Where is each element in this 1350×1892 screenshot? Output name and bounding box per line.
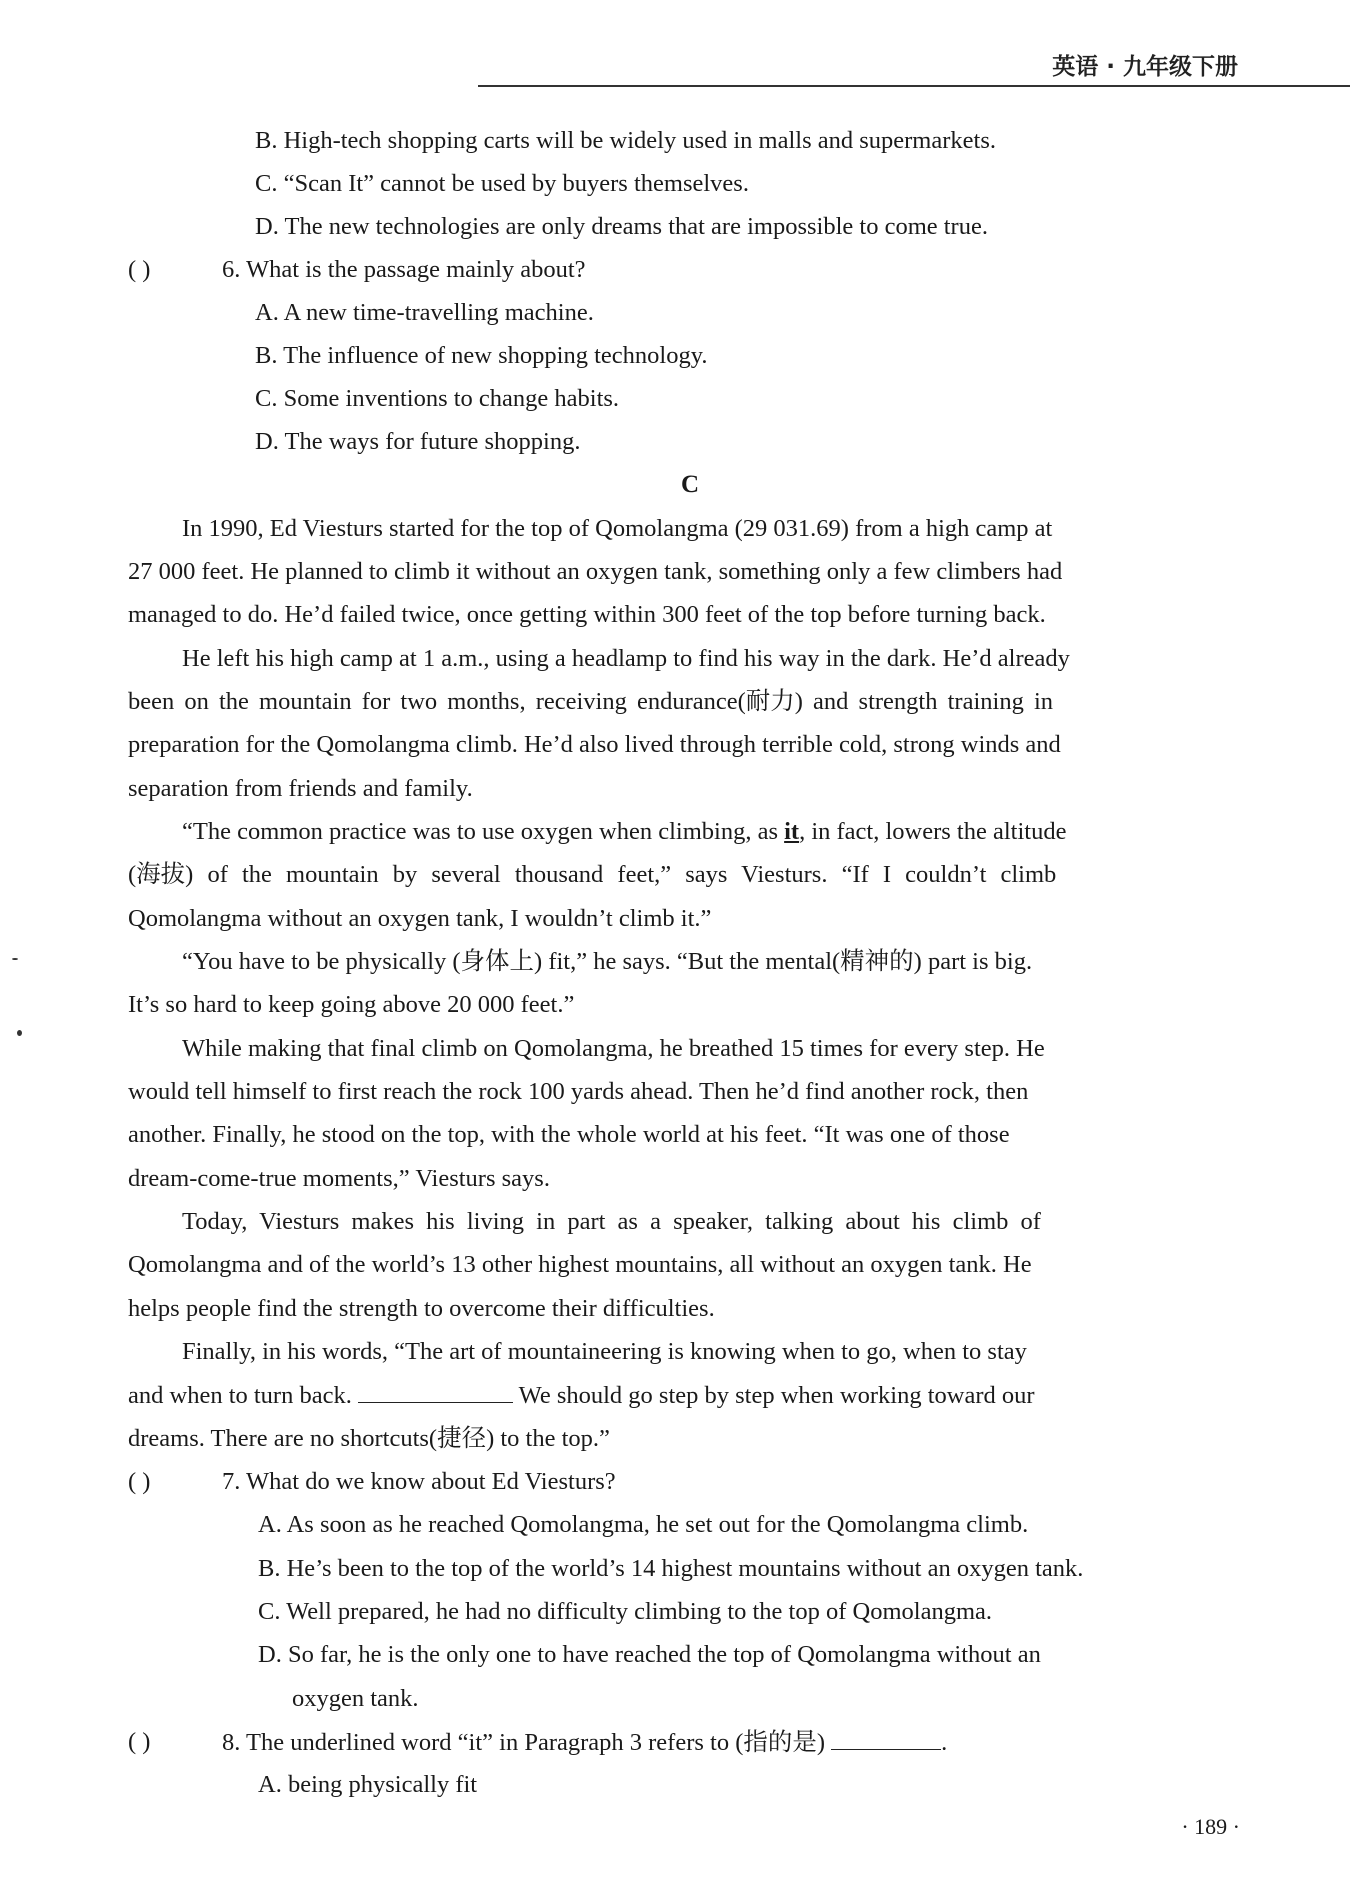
passage-p2-line2: been on the mountain for two months, receiving endurance(耐力) and strength training in xyxy=(128,688,1053,715)
passage-p3-line1-after: , in fact, lowers the altitude xyxy=(799,818,1067,845)
q6-option-d: D. The ways for future shopping. xyxy=(255,428,581,455)
q7-option-d-line1: D. So far, he is the only one to have reached the top of Qomolangma without an xyxy=(258,1641,1041,1668)
q8-stem-end: . xyxy=(941,1729,948,1756)
passage-p7-line1: Finally, in his words, “The art of mountaineering is knowing when to go, when to stay xyxy=(182,1338,1027,1365)
passage-p5-line3: another. Finally, he stood on the top, with the whole world at his feet. “It was one of those xyxy=(128,1121,1010,1148)
q7-option-b: B. He’s been to the top of the world’s 14 highest mountains without an oxygen tank. xyxy=(258,1555,1084,1582)
q8-stem-text: 8. The underlined word “it” in Paragraph 3 refers to (指的是) xyxy=(222,1729,826,1756)
passage-p5-line2: would tell himself to first reach the rock 100 yards ahead. Then he’d find another rock, then xyxy=(128,1078,1029,1105)
q5-option-b: B. High-tech shopping carts will be widely used in malls and supermarkets. xyxy=(255,127,996,154)
q6-option-a: A. A new time-travelling machine. xyxy=(255,299,594,326)
passage-p5-line1: While making that final climb on Qomolangma, he breathed 15 times for every step. He xyxy=(182,1035,1045,1062)
passage-p2-line3: preparation for the Qomolangma climb. He’d also lived through terrible cold, strong winds and xyxy=(128,731,1061,758)
q7-answer-bracket: ( ) xyxy=(128,1468,151,1495)
page-header-title: 英语 · 九年级下册 xyxy=(1052,54,1238,80)
passage-p6-line3: helps people find the strength to overcome their difficulties. xyxy=(128,1295,715,1322)
passage-p3-line1 xyxy=(182,817,1066,847)
q5-option-c: C. “Scan It” cannot be used by buyers themselves. xyxy=(255,170,749,197)
passage-p7-line2 xyxy=(128,1380,1035,1411)
q7-option-c: C. Well prepared, he had no difficulty climbing to the top of Qomolangma. xyxy=(258,1598,993,1625)
page-number: · 189 · xyxy=(1181,1814,1240,1839)
q6-stem: 6. What is the passage mainly about? xyxy=(222,256,586,283)
passage-p3-line1-before: “The common practice was to use oxygen when climbing, as xyxy=(182,818,785,845)
header-rule xyxy=(478,85,1350,87)
underlined-word-it: it xyxy=(784,818,800,845)
q7-stem: 7. What do we know about Ed Viesturs? xyxy=(222,1468,616,1495)
scan-mark-dot xyxy=(17,1030,22,1036)
passage-p4-line1: “You have to be physically (身体上) fit,” he says. “But the mental(精神的) part is big. xyxy=(182,948,1033,975)
q6-answer-bracket: ( ) xyxy=(128,256,151,283)
passage-p5-line4: dream-come-true moments,” Viesturs says. xyxy=(128,1165,550,1192)
q8-answer-blank[interactable] xyxy=(831,1727,941,1750)
q5-option-d: D. The new technologies are only dreams that are impossible to come true. xyxy=(255,213,988,240)
passage-p2-line1: He left his high camp at 1 a.m., using a headlamp to find his way in the dark. He’d already xyxy=(182,645,1070,672)
passage-p1-line1: In 1990, Ed Viesturs started for the top of Qomolangma (29 031.69) from a high camp at xyxy=(182,515,1053,542)
passage-p7-line2-after: We should go step by step when working toward our xyxy=(518,1382,1035,1409)
passage-p2-line4: separation from friends and family. xyxy=(128,775,473,802)
passage-p3-line3: Qomolangma without an oxygen tank, I wouldn’t climb it.” xyxy=(128,905,712,932)
passage-p7-line2-before: and when to turn back. xyxy=(128,1382,352,1409)
passage-p1-line3: managed to do. He’d failed twice, once getting within 300 feet of the top before turning back. xyxy=(128,601,1046,628)
q6-option-c: C. Some inventions to change habits. xyxy=(255,385,620,412)
q8-answer-bracket: ( ) xyxy=(128,1728,151,1755)
passage-p7-line3: dreams. There are no shortcuts(捷径) to the top.” xyxy=(128,1425,610,1452)
passage-p1-line2: 27 000 feet. He planned to climb it without an oxygen tank, something only a few climbers had xyxy=(128,558,1063,585)
q8-option-a: A. being physically fit xyxy=(258,1771,478,1798)
passage-p6-line1: Today, Viesturs makes his living in part as a speaker, talking about his climb of xyxy=(182,1208,1041,1235)
scan-mark-dash xyxy=(12,958,18,960)
answer-blank[interactable] xyxy=(358,1380,513,1403)
passage-p6-line2: Qomolangma and of the world’s 13 other highest mountains, all without an oxygen tank. He xyxy=(128,1251,1032,1278)
q6-option-b: B. The influence of new shopping technology. xyxy=(255,342,708,369)
passage-p3-line2: (海拔) of the mountain by several thousand feet,” says Viesturs. “If I couldn’t climb xyxy=(128,861,1057,888)
q7-option-d-line2: oxygen tank. xyxy=(292,1685,419,1712)
section-letter: C xyxy=(680,471,700,498)
q7-option-a: A. As soon as he reached Qomolangma, he set out for the Qomolangma climb. xyxy=(258,1511,1029,1538)
q8-stem xyxy=(222,1727,947,1758)
passage-p4-line2: It’s so hard to keep going above 20 000 feet.” xyxy=(128,991,575,1018)
